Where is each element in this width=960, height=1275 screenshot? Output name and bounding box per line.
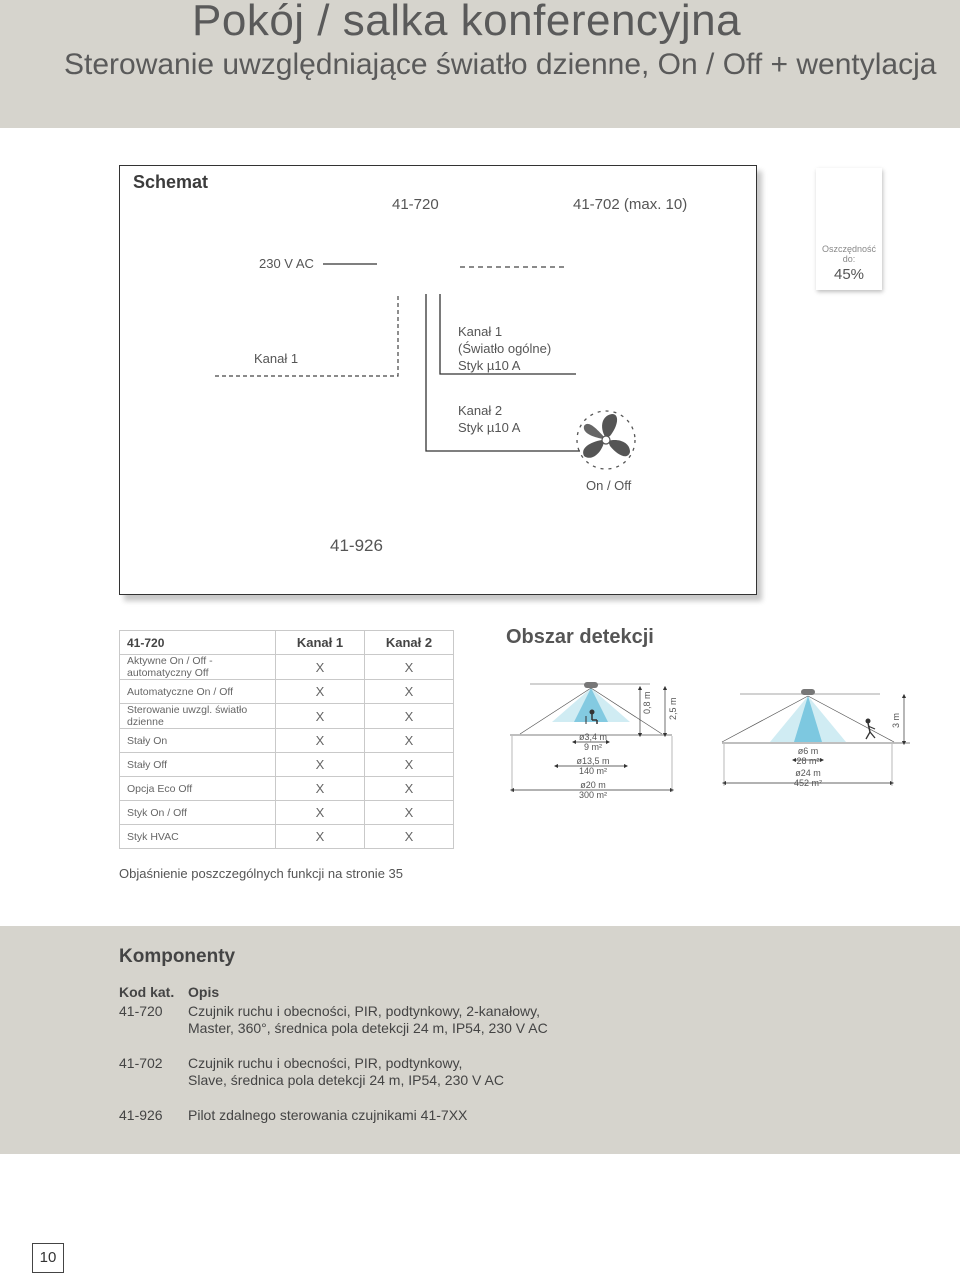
savings-label-line2: do: bbox=[842, 254, 856, 264]
row-ch1: X bbox=[276, 777, 365, 801]
channel2-wire bbox=[426, 294, 580, 451]
channel1-right-wire bbox=[440, 294, 576, 374]
component-code: 41-720 bbox=[119, 1003, 163, 1019]
row-ch1: X bbox=[276, 801, 365, 825]
fan-icon bbox=[577, 411, 635, 469]
power-label: 230 V AC bbox=[259, 256, 314, 271]
savings-card bbox=[816, 168, 882, 290]
zone1-right-area: 28 m² bbox=[796, 756, 820, 766]
row-label: Automatyczne On / Off bbox=[120, 680, 276, 704]
functions-note: Objaśnienie poszczególnych funkcji na stronie 35 bbox=[119, 866, 404, 881]
sensor-icon-right bbox=[801, 689, 815, 695]
savings-value: 45% bbox=[833, 266, 865, 283]
table-row bbox=[120, 655, 454, 680]
table-row bbox=[120, 729, 454, 753]
page-title: Pokój / salka konferencyjna bbox=[192, 0, 742, 45]
table-row bbox=[120, 801, 454, 825]
sensor-slave-label: 41-702 (max. 10) bbox=[573, 196, 688, 213]
savings-label-line1: Oszczędność bbox=[821, 244, 877, 254]
channel2-line2: Styk µ10 A bbox=[458, 420, 521, 435]
table-row bbox=[120, 704, 454, 729]
zone2-left-area: 140 m² bbox=[578, 766, 607, 776]
table-row bbox=[120, 777, 454, 801]
row-label: Stały On bbox=[120, 729, 276, 753]
zone2-right-diameter: ø24 m bbox=[795, 768, 821, 778]
remote-label: 41-926 bbox=[330, 536, 383, 555]
wiring-diagram bbox=[120, 166, 756, 594]
height-large-label: 2,5 m bbox=[668, 697, 678, 720]
zone1-left-area: 9 m² bbox=[584, 742, 602, 752]
table-row bbox=[120, 825, 454, 849]
fan-onoff-label: On / Off bbox=[586, 478, 632, 493]
row-ch1: X bbox=[276, 704, 365, 729]
row-label: Styk HVAC bbox=[120, 825, 276, 849]
row-ch1: X bbox=[276, 680, 365, 704]
savings-label bbox=[816, 244, 882, 264]
row-ch2: X bbox=[365, 655, 454, 680]
zone3-left-label bbox=[571, 780, 615, 800]
row-label: Styk On / Off bbox=[120, 801, 276, 825]
row-ch2: X bbox=[365, 729, 454, 753]
detection-title: Obszar detekcji bbox=[506, 626, 654, 648]
walking-person-icon bbox=[866, 719, 876, 740]
row-label: Sterowanie uwzgl. światło dzienne bbox=[120, 704, 276, 729]
schema-box bbox=[119, 165, 757, 595]
function-table bbox=[119, 630, 454, 849]
zone2-left-label bbox=[571, 756, 615, 776]
component-desc-line2: Master, 360°, średnica pola detekcji 24 m, IP54, 230 V AC bbox=[188, 1020, 548, 1036]
row-ch1: X bbox=[276, 655, 365, 680]
table-header-row bbox=[120, 631, 454, 655]
zone2-left-diameter: ø13,5 m bbox=[576, 756, 610, 766]
component-code: 41-702 bbox=[119, 1055, 163, 1071]
row-ch2: X bbox=[365, 680, 454, 704]
table-header-device: 41-720 bbox=[120, 631, 276, 655]
row-label: Stały Off bbox=[120, 753, 276, 777]
height-right-label: 3 m bbox=[891, 712, 901, 728]
height-small-label: 0,8 m bbox=[642, 691, 652, 714]
zone2-right-area: 452 m² bbox=[793, 778, 822, 788]
page-subtitle: Sterowanie uwzględniające światło dzienne, On / Off + wentylacja bbox=[64, 48, 937, 81]
schema-heading: Schemat bbox=[133, 172, 209, 192]
table-header-channel1: Kanał 1 bbox=[276, 631, 365, 655]
page-number-box bbox=[32, 1243, 64, 1273]
channel1-right-line3: Styk µ10 A bbox=[458, 358, 521, 373]
detection-diagrams bbox=[500, 680, 920, 810]
channel1-left-label: Kanał 1 bbox=[254, 351, 299, 366]
row-ch2: X bbox=[365, 825, 454, 849]
row-ch2: X bbox=[365, 704, 454, 729]
components-title: Komponenty bbox=[119, 946, 236, 967]
col-desc-header: Opis bbox=[188, 984, 220, 1000]
zone3-left-diameter: ø20 m bbox=[580, 780, 606, 790]
row-ch2: X bbox=[365, 753, 454, 777]
table-row bbox=[120, 753, 454, 777]
row-ch1: X bbox=[276, 825, 365, 849]
page-number: 10 bbox=[39, 1249, 57, 1266]
component-desc-line1: Pilot zdalnego sterowania czujnikami 41-7XX bbox=[188, 1107, 468, 1123]
zone3-left-area: 300 m² bbox=[578, 790, 607, 800]
channel1-left-wire bbox=[215, 294, 398, 376]
col-code-header: Kod kat. bbox=[119, 984, 175, 1000]
table-row bbox=[120, 680, 454, 704]
row-ch2: X bbox=[365, 777, 454, 801]
row-ch1: X bbox=[276, 729, 365, 753]
row-ch1: X bbox=[276, 753, 365, 777]
zone1-right-label bbox=[788, 746, 828, 766]
zone1-left-diameter: ø3,4 m bbox=[578, 732, 607, 742]
zone1-left-label bbox=[578, 732, 608, 752]
component-desc-line2: Slave, średnica pola detekcji 24 m, IP54, 230 V AC bbox=[188, 1072, 504, 1088]
zone1-right-diameter: ø6 m bbox=[797, 746, 819, 756]
zone2-right-label bbox=[786, 768, 830, 788]
row-ch2: X bbox=[365, 801, 454, 825]
sensor-icon-left bbox=[584, 682, 598, 688]
row-label: Opcja Eco Off bbox=[120, 777, 276, 801]
channel1-right-line2: (Światło ogólne) bbox=[458, 341, 552, 356]
sensor-master-label: 41-720 bbox=[392, 196, 439, 213]
component-desc-line1: Czujnik ruchu i obecności, PIR, podtynkowy, 2-kanałowy, bbox=[188, 1003, 540, 1019]
row-label: Aktywne On / Off - automatyczny Off bbox=[120, 655, 276, 680]
table-header-channel2: Kanał 2 bbox=[365, 631, 454, 655]
component-desc-line1: Czujnik ruchu i obecności, PIR, podtynkowy, bbox=[188, 1055, 463, 1071]
channel1-right-line1: Kanał 1 bbox=[458, 324, 503, 339]
component-code: 41-926 bbox=[119, 1107, 163, 1123]
channel2-line1: Kanał 2 bbox=[458, 403, 503, 418]
